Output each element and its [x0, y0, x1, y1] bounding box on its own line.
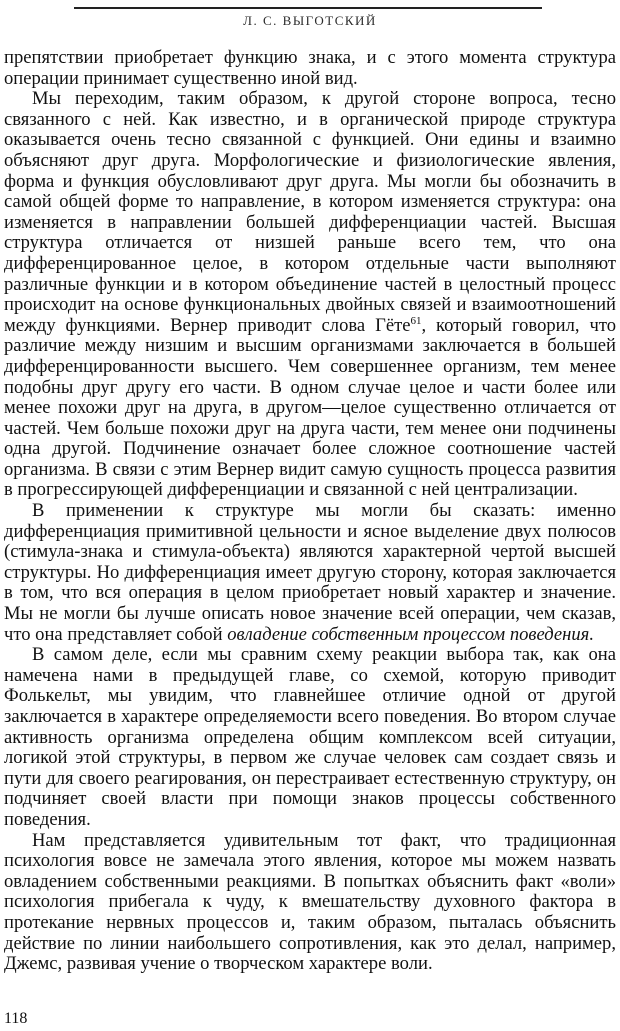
header-rule — [74, 7, 542, 9]
page-number: 118 — [4, 1010, 28, 1027]
paragraph-2 — [4, 89, 616, 501]
running-head: Л. С. ВЫГОТСКИЙ — [243, 13, 377, 28]
paragraph-4: В самом деле, если мы сравним схему реакции выбора так, как она намечена нами в предыдущей главе, со схемой, которую приводит Фолькельт, мы увидим, что главнейшее отличие одной от другой заключается в характере определяемости всего поведения. Во втором случае активность организма определена общим комплексом всей ситуации, логикой этой структуры, в первом же случае человек сам создает связь и пути для своего реагирования, он перестраивает естественную структуру, он подчиняет своей власти при помощи знаков процессы собственного поведения. — [4, 644, 616, 830]
paragraph-3-emphasis: овладение собственным процессом поведения. — [227, 623, 594, 645]
paragraph-1: препятствии приобретает функцию знака, и с этого момента структура операции принимает существенно иной вид. — [4, 47, 616, 89]
paragraph-3-text: В применении к структуре мы могли бы сказать: именно дифференциация примитивной цельности и ясное выделение двух полюсов (стимула-знака и стимула-объекта) являются характерной чертой высшей структуры. Но дифференциация имеет другую сторону, которая заключается в том, что вся операция в целом приобретает новый характер и значение. Мы не могли бы лучше описать новое значение всей операции, чем сказав, что она представляет собой — [4, 500, 616, 645]
paragraph-2-text-b: , который говорил, что различие между низшим и высшим организмами заключается в большей дифференцированности высшего. Чем совершеннее организм, тем менее подобны друг другу его части. В одном случае целое и части более или менее похожи друг на друга, в другом—целое существенно отличается от частей. Чем больше похожи друг на друга части, тем менее они подчинены одна другой. Подчинение означает более сложное соотношение частей организма. В связи с этим Вернер видит самую сущность процесса развития в прогрессирующей дифференциации и связанной с ней централизации. — [4, 314, 616, 501]
footnote-marker: 61 — [410, 314, 422, 327]
paragraph-5: Нам представляется удивительным тот факт, что традиционная психология вовсе не замечала этого явления, которое мы можем назвать овладением собственными реакциями. В попытках объяснить факт «воли» психология прибегала к чуду, к вмешательству духовного фактора в протекание нервных процессов и, таким образом, пыталась объяснить действие по линии наибольшего сопротивления, как это делал, например, Джемс, развивая учение о творческом характере воли. — [4, 829, 616, 975]
paragraph-3 — [4, 501, 616, 645]
paragraph-2-text-a: Мы переходим, таким образом, к другой стороне вопроса, тесно связанного с ней. Как известно, и в органической природе структура оказывается очень тесно связанной с функцией. Они едины и взаимно объясняют друг друга. Морфологические и физиологические явления, форма и функция обусловливают друг друга. Мы могли бы обозначить в самой общей форме то направление, в котором изменяется структура: она изменяется в направлении большей дифференциации частей. Высшая структура отличается от низшей раньше всего тем, что она дифференцированное целое, в котором отдельные части выполняют различные функции и в котором объединение частей в целостный процесс происходит на основе функциональных двойных связей и взаимоотношений между функциями. Вернер приводит слова Гёте — [4, 88, 616, 336]
body-text — [4, 48, 616, 975]
